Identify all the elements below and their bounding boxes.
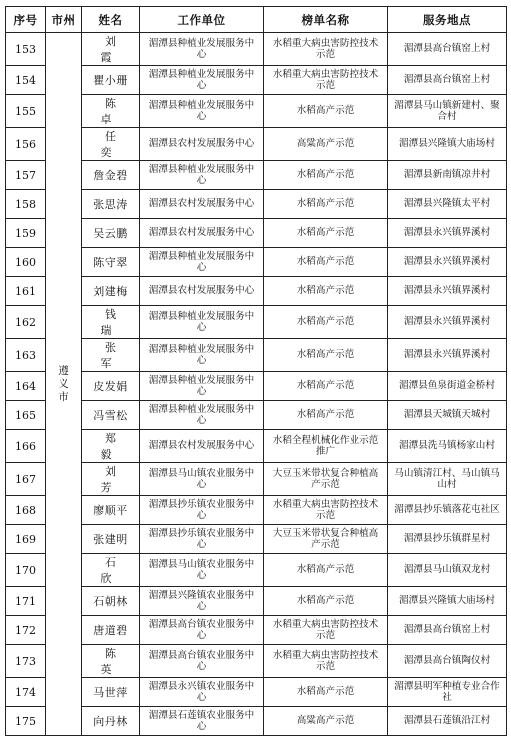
table-row [6, 190, 507, 219]
table-row [6, 401, 507, 430]
list-name: 水稻重大病虫害防控技术示范 [264, 616, 388, 645]
service-place: 湄潭县高台镇陶仪村 [388, 645, 507, 678]
person-name: 张 军 [82, 339, 140, 372]
person-name: 郑 毅 [82, 430, 140, 463]
table-row [6, 525, 507, 554]
work-unit: 湄潭县种植业发展服务中心 [140, 95, 264, 128]
row-number: 174 [6, 678, 46, 707]
list-name: 水稻高产示范 [264, 248, 388, 277]
list-name: 水稻高产示范 [264, 587, 388, 616]
list-name: 水稻高产示范 [264, 219, 388, 248]
header-row [6, 7, 507, 33]
person-name: 唐道碧 [82, 616, 140, 645]
row-number: 163 [6, 339, 46, 372]
city-label: 遵义市 [58, 364, 69, 403]
row-number: 156 [6, 128, 46, 161]
service-place: 湄潭县马山镇新建村、聚合村 [388, 95, 507, 128]
service-place: 湄潭县马山镇双龙村 [388, 554, 507, 587]
row-number: 172 [6, 616, 46, 645]
service-place: 湄潭县高台镇窑上村 [388, 616, 507, 645]
table-header [6, 7, 507, 33]
row-number: 154 [6, 66, 46, 95]
list-name: 水稻重大病虫害防控技术示范 [264, 33, 388, 66]
table-row [6, 66, 507, 95]
work-unit: 湄潭县种植业发展服务中心 [140, 66, 264, 95]
list-name: 水稻重大病虫害防控技术示范 [264, 496, 388, 525]
work-unit: 湄潭县抄乐镇农业服务中心 [140, 496, 264, 525]
work-unit: 湄潭县农村发展服务中心 [140, 128, 264, 161]
work-unit: 湄潭县抄乐镇农业服务中心 [140, 525, 264, 554]
work-unit: 湄潭县种植业发展服务中心 [140, 248, 264, 277]
service-place: 湄潭县天城镇天城村 [388, 401, 507, 430]
work-unit: 湄潭县种植业发展服务中心 [140, 161, 264, 190]
table-row [6, 372, 507, 401]
row-number: 173 [6, 645, 46, 678]
row-number: 159 [6, 219, 46, 248]
service-place: 湄潭县永兴镇界溪村 [388, 339, 507, 372]
list-name: 水稻高产示范 [264, 306, 388, 339]
table-row [6, 645, 507, 678]
header-place: 服务地点 [388, 7, 507, 33]
service-place: 湄潭县新南镇凉井村 [388, 161, 507, 190]
person-name: 刘 霞 [82, 33, 140, 66]
table-row [6, 306, 507, 339]
list-name: 水稻重大病虫害防控技术示范 [264, 645, 388, 678]
table-row [6, 248, 507, 277]
list-name: 水稻重大病虫害防控技术示范 [264, 66, 388, 95]
person-name: 陈守翠 [82, 248, 140, 277]
work-unit: 湄潭县农村发展服务中心 [140, 219, 264, 248]
service-place: 湄潭县兴隆镇大庙场村 [388, 128, 507, 161]
row-number: 153 [6, 33, 46, 66]
list-name: 水稻高产示范 [264, 95, 388, 128]
roster-table [5, 6, 507, 736]
service-place: 湄潭县鱼泉街道金桥村 [388, 372, 507, 401]
header-no: 序号 [6, 7, 46, 33]
table-row [6, 678, 507, 707]
row-number: 155 [6, 95, 46, 128]
person-name: 皮发娟 [82, 372, 140, 401]
work-unit: 湄潭县种植业发展服务中心 [140, 339, 264, 372]
table-row [6, 339, 507, 372]
row-number: 165 [6, 401, 46, 430]
service-place: 湄潭县永兴镇界溪村 [388, 277, 507, 306]
table-row [6, 219, 507, 248]
list-name: 水稻全程机械化作业示范推广 [264, 430, 388, 463]
header-name: 姓名 [82, 7, 140, 33]
header-city: 市州 [46, 7, 82, 33]
table-row [6, 587, 507, 616]
row-number: 170 [6, 554, 46, 587]
service-place: 湄潭县兴隆镇太平村 [388, 190, 507, 219]
row-number: 168 [6, 496, 46, 525]
service-place: 湄潭县洗马镇杨家山村 [388, 430, 507, 463]
person-name: 石 欣 [82, 554, 140, 587]
person-name: 钱 瑞 [82, 306, 140, 339]
row-number: 158 [6, 190, 46, 219]
service-place: 湄潭县永兴镇界溪村 [388, 306, 507, 339]
table-row [6, 616, 507, 645]
work-unit: 湄潭县石莲镇农业服务中心 [140, 707, 264, 736]
work-unit: 湄潭县农村发展服务中心 [140, 190, 264, 219]
list-name: 高粱高产示范 [264, 128, 388, 161]
service-place: 湄潭县明军种植专业合作社 [388, 678, 507, 707]
row-number: 161 [6, 277, 46, 306]
work-unit: 湄潭县种植业发展服务中心 [140, 33, 264, 66]
row-number: 157 [6, 161, 46, 190]
person-name: 张思涛 [82, 190, 140, 219]
header-list: 榜单名称 [264, 7, 388, 33]
service-place: 湄潭县高台镇窑上村 [388, 33, 507, 66]
person-name: 陈 英 [82, 645, 140, 678]
row-number: 162 [6, 306, 46, 339]
work-unit: 湄潭县农村发展服务中心 [140, 277, 264, 306]
row-number: 166 [6, 430, 46, 463]
list-name: 大豆玉米带状复合种植高产示范 [264, 525, 388, 554]
work-unit: 湄潭县种植业发展服务中心 [140, 372, 264, 401]
work-unit: 湄潭县马山镇农业服务中心 [140, 554, 264, 587]
row-number: 175 [6, 707, 46, 736]
table-row [6, 496, 507, 525]
person-name: 吴云鹏 [82, 219, 140, 248]
person-name: 刘建梅 [82, 277, 140, 306]
header-unit: 工作单位 [140, 7, 264, 33]
row-number: 164 [6, 372, 46, 401]
service-place: 湄潭县石莲镇沿江村 [388, 707, 507, 736]
service-place: 马山镇清江村、马山镇马山村 [388, 463, 507, 496]
table-row [6, 95, 507, 128]
list-name: 水稻高产示范 [264, 678, 388, 707]
person-name: 马世萍 [82, 678, 140, 707]
list-name: 大豆玉米带状复合种植高产示范 [264, 463, 388, 496]
service-place: 湄潭县高台镇窑上村 [388, 66, 507, 95]
table-row [6, 554, 507, 587]
table-row [6, 277, 507, 306]
person-name: 詹金碧 [82, 161, 140, 190]
row-number: 169 [6, 525, 46, 554]
work-unit: 湄潭县高台镇农业服务中心 [140, 645, 264, 678]
service-place: 湄潭县兴隆镇大庙场村 [388, 587, 507, 616]
list-name: 高粱高产示范 [264, 707, 388, 736]
service-place: 湄潭县抄乐镇群星村 [388, 525, 507, 554]
person-name: 向丹林 [82, 707, 140, 736]
person-name: 瞿小珊 [82, 66, 140, 95]
work-unit: 湄潭县种植业发展服务中心 [140, 306, 264, 339]
list-name: 水稻高产示范 [264, 372, 388, 401]
list-name: 水稻高产示范 [264, 554, 388, 587]
service-place: 湄潭县永兴镇界溪村 [388, 219, 507, 248]
person-name: 冯雪松 [82, 401, 140, 430]
person-name: 陈 卓 [82, 95, 140, 128]
person-name: 刘 芳 [82, 463, 140, 496]
list-name: 水稻高产示范 [264, 401, 388, 430]
work-unit: 湄潭县永兴镇农业服务中心 [140, 678, 264, 707]
row-number: 167 [6, 463, 46, 496]
work-unit: 湄潭县种植业发展服务中心 [140, 401, 264, 430]
list-name: 水稻高产示范 [264, 339, 388, 372]
service-place: 湄潭县抄乐镇落花屯社区 [388, 496, 507, 525]
table-row [6, 707, 507, 736]
work-unit: 湄潭县高台镇农业服务中心 [140, 616, 264, 645]
person-name: 石朝林 [82, 587, 140, 616]
service-place: 湄潭县永兴镇界溪村 [388, 248, 507, 277]
person-name: 任 奕 [82, 128, 140, 161]
row-number: 171 [6, 587, 46, 616]
work-unit: 湄潭县农村发展服务中心 [140, 430, 264, 463]
table-row [6, 430, 507, 463]
person-name: 廖顺平 [82, 496, 140, 525]
table-row [6, 463, 507, 496]
table-body [6, 33, 507, 736]
list-name: 水稻高产示范 [264, 190, 388, 219]
person-name: 张建明 [82, 525, 140, 554]
list-name: 水稻高产示范 [264, 277, 388, 306]
table-row [6, 161, 507, 190]
row-number: 160 [6, 248, 46, 277]
work-unit: 湄潭县兴隆镇农业服务中心 [140, 587, 264, 616]
work-unit: 湄潭县马山镇农业服务中心 [140, 463, 264, 496]
city-cell [46, 33, 82, 736]
table-row [6, 33, 507, 66]
list-name: 水稻高产示范 [264, 161, 388, 190]
table-row [6, 128, 507, 161]
